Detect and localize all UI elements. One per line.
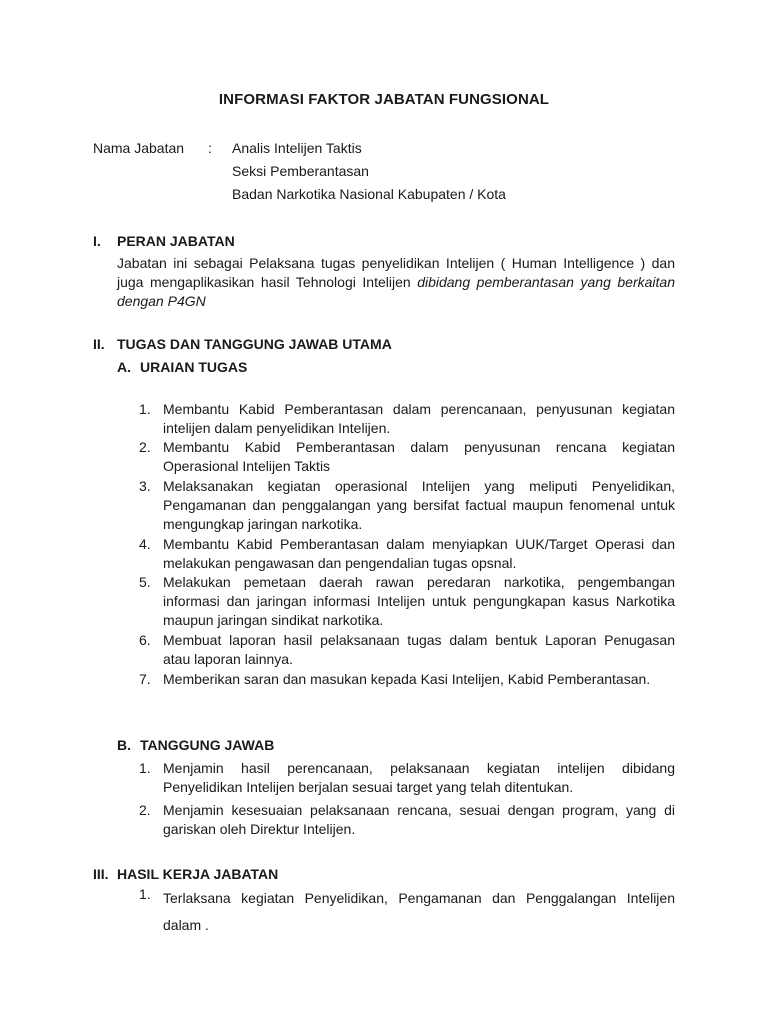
list-item-text: Menjamin hasil perencanaan, pelaksanaan kegiatan intelijen dibidang Penyelidikan Intelijen berjalan sesuai target yang telah ditentukan.: [163, 760, 675, 795]
section-2-number: II.: [93, 336, 105, 352]
section-2a-number: A.: [117, 359, 131, 375]
list-item-text: Terlaksana kegiatan Penyelidikan, Pengamanan dan Penggalangan Intelijen dalam .: [163, 890, 675, 933]
list-item-number: 6.: [139, 632, 151, 648]
nama-jabatan-label: Nama Jabatan: [93, 140, 185, 156]
list-item-number: 1.: [139, 760, 151, 776]
list-item-number: 4.: [139, 536, 151, 552]
list-item-text: Melaksanakan kegiatan operasional Intelijen yang meliputi Penyelidikan, Pengamanan dan penggalangan yang bersifat factual maupun fenomenal untuk mengungkap jaringan narkotika.: [163, 478, 675, 532]
nama-jabatan-value-2: Seksi Pemberantasan: [232, 163, 369, 179]
section-2b-heading: TANGGUNG JAWAB: [140, 737, 275, 753]
section-1-number: I.: [93, 233, 101, 249]
section-1-text-italic: dibidang pemberantasan yang berkaitan dengan P4GN: [117, 274, 675, 309]
list-item-number: 3.: [139, 478, 151, 494]
list-item-number: 5.: [139, 574, 151, 590]
list-item-text: Menjamin kesesuaian pelaksanaan rencana, sesuai dengan program, yang di gariskan oleh Direktur Intelijen.: [163, 802, 675, 837]
section-2b-number: B.: [117, 737, 131, 753]
section-1-paragraph: [117, 254, 675, 311]
list-item-text: Membantu Kabid Pemberantasan dalam perencanaan, penyusunan kegiatan intelijen dalam penyelidikan Intelijen.: [163, 401, 675, 436]
page-title: INFORMASI FAKTOR JABATAN FUNGSIONAL: [218, 91, 550, 108]
list-item-number: 7.: [139, 671, 151, 687]
nama-jabatan-colon: :: [208, 140, 212, 156]
list-item-number: 1.: [139, 886, 151, 902]
section-1-heading: PERAN JABATAN: [117, 233, 235, 249]
list-item-text: Membantu Kabid Pemberantasan dalam menyiapkan UUK/Target Operasi dan melakukan pengawasan dan pengendalian tugas opsnal.: [163, 536, 675, 571]
nama-jabatan-value-3: Badan Narkotika Nasional Kabupaten / Kota: [232, 186, 506, 202]
list-item-number: 2.: [139, 802, 151, 818]
list-item-text: Membuat laporan hasil pelaksanaan tugas dalam bentuk Laporan Penugasan atau laporan lainnya.: [163, 632, 675, 667]
section-3-heading: HASIL KERJA JABATAN: [117, 866, 279, 882]
section-2-heading: TUGAS DAN TANGGUNG JAWAB UTAMA: [117, 336, 392, 352]
list-item-text: Melakukan pemetaan daerah rawan peredaran narkotika, pengembangan informasi dan jaringan informasi Intelijen untuk pengungkapan kasus Narkotika maupun jaringan sindikat narkotika.: [163, 574, 675, 628]
list-item-text: Memberikan saran dan masukan kepada Kasi Intelijen, Kabid Pemberantasan.: [163, 671, 651, 687]
nama-jabatan-value-1: Analis Intelijen Taktis: [232, 140, 362, 156]
section-2a-heading: URAIAN TUGAS: [140, 359, 248, 375]
list-item-number: 1.: [139, 401, 151, 417]
section-3-number: III.: [93, 866, 109, 882]
list-item-text: Membantu Kabid Pemberantasan dalam penyusunan rencana kegiatan Operasional Intelijen Taktis: [163, 439, 675, 474]
section-1-text: Jabatan ini sebagai Pelaksana tugas penyelidikan Intelijen ( Human Intelligence ) dan juga mengaplikasikan hasil Tehnologi Intelijen: [117, 255, 675, 290]
list-item-number: 2.: [139, 439, 151, 455]
